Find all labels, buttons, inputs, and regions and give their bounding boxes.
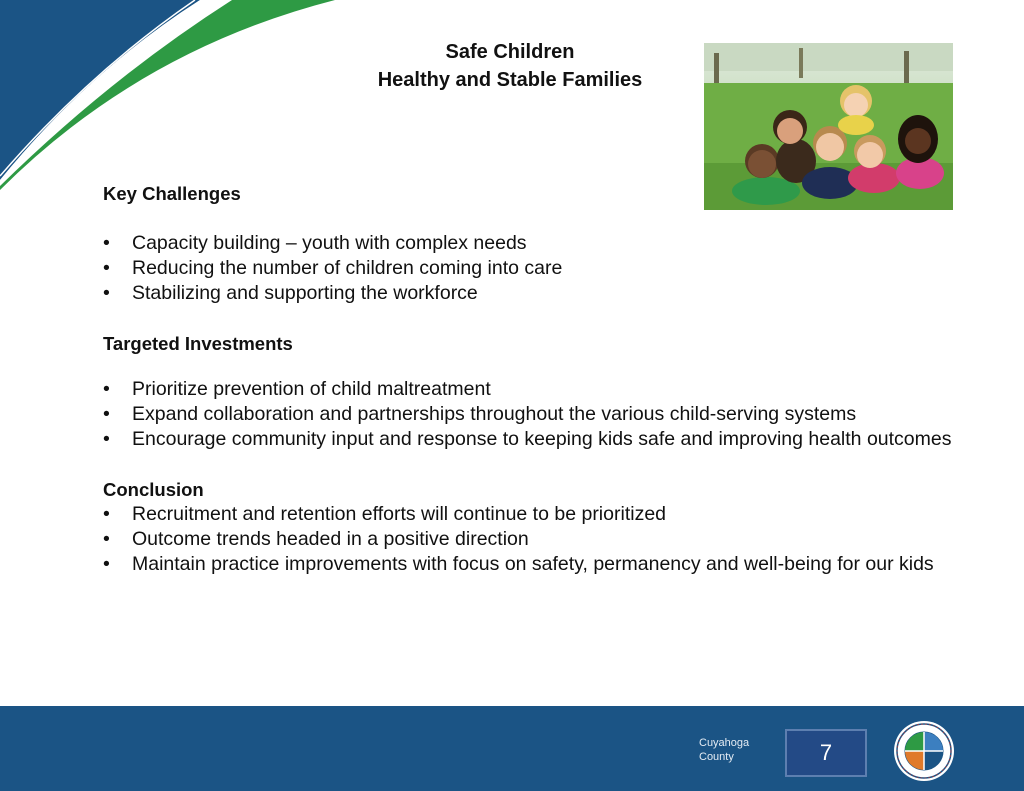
list-item: • Encourage community input and response to keeping kids safe and improving health outcomes	[103, 427, 963, 452]
targeted-investments-list	[103, 377, 963, 452]
page-number: 7	[785, 729, 867, 777]
list-item: • Stabilizing and supporting the workforce	[103, 281, 963, 306]
list-item: • Maintain practice improvements with focus on safety, permanency and well-being for our kids	[103, 552, 963, 577]
conclusion-list	[103, 502, 963, 577]
title-line-1: Safe Children	[445, 41, 575, 63]
slide-body	[103, 181, 963, 577]
title-line-2: Healthy and Stable Families	[377, 69, 643, 91]
targeted-investments-heading: Targeted Investments	[103, 333, 293, 354]
key-challenges-heading: Key Challenges	[103, 183, 241, 204]
key-challenges-list	[103, 231, 963, 306]
list-item: • Outcome trends headed in a positive direction	[103, 527, 963, 552]
list-item: • Prioritize prevention of child maltreatment	[103, 377, 963, 402]
list-item: • Capacity building – youth with complex needs	[103, 231, 963, 256]
county-line-2: County	[699, 751, 734, 763]
county-line-1: Cuyahoga	[699, 737, 750, 749]
list-item: • Expand collaboration and partnerships throughout the various child-serving systems	[103, 402, 963, 427]
county-label	[699, 736, 749, 764]
footer-bar	[0, 706, 1024, 791]
county-seal-logo	[893, 720, 955, 782]
conclusion-heading: Conclusion	[103, 479, 204, 500]
corner-swoosh-graphic	[0, 0, 340, 190]
slide-title	[300, 38, 720, 94]
list-item: • Reducing the number of children coming into care	[103, 256, 963, 281]
list-item: • Recruitment and retention efforts will continue to be prioritized	[103, 502, 963, 527]
